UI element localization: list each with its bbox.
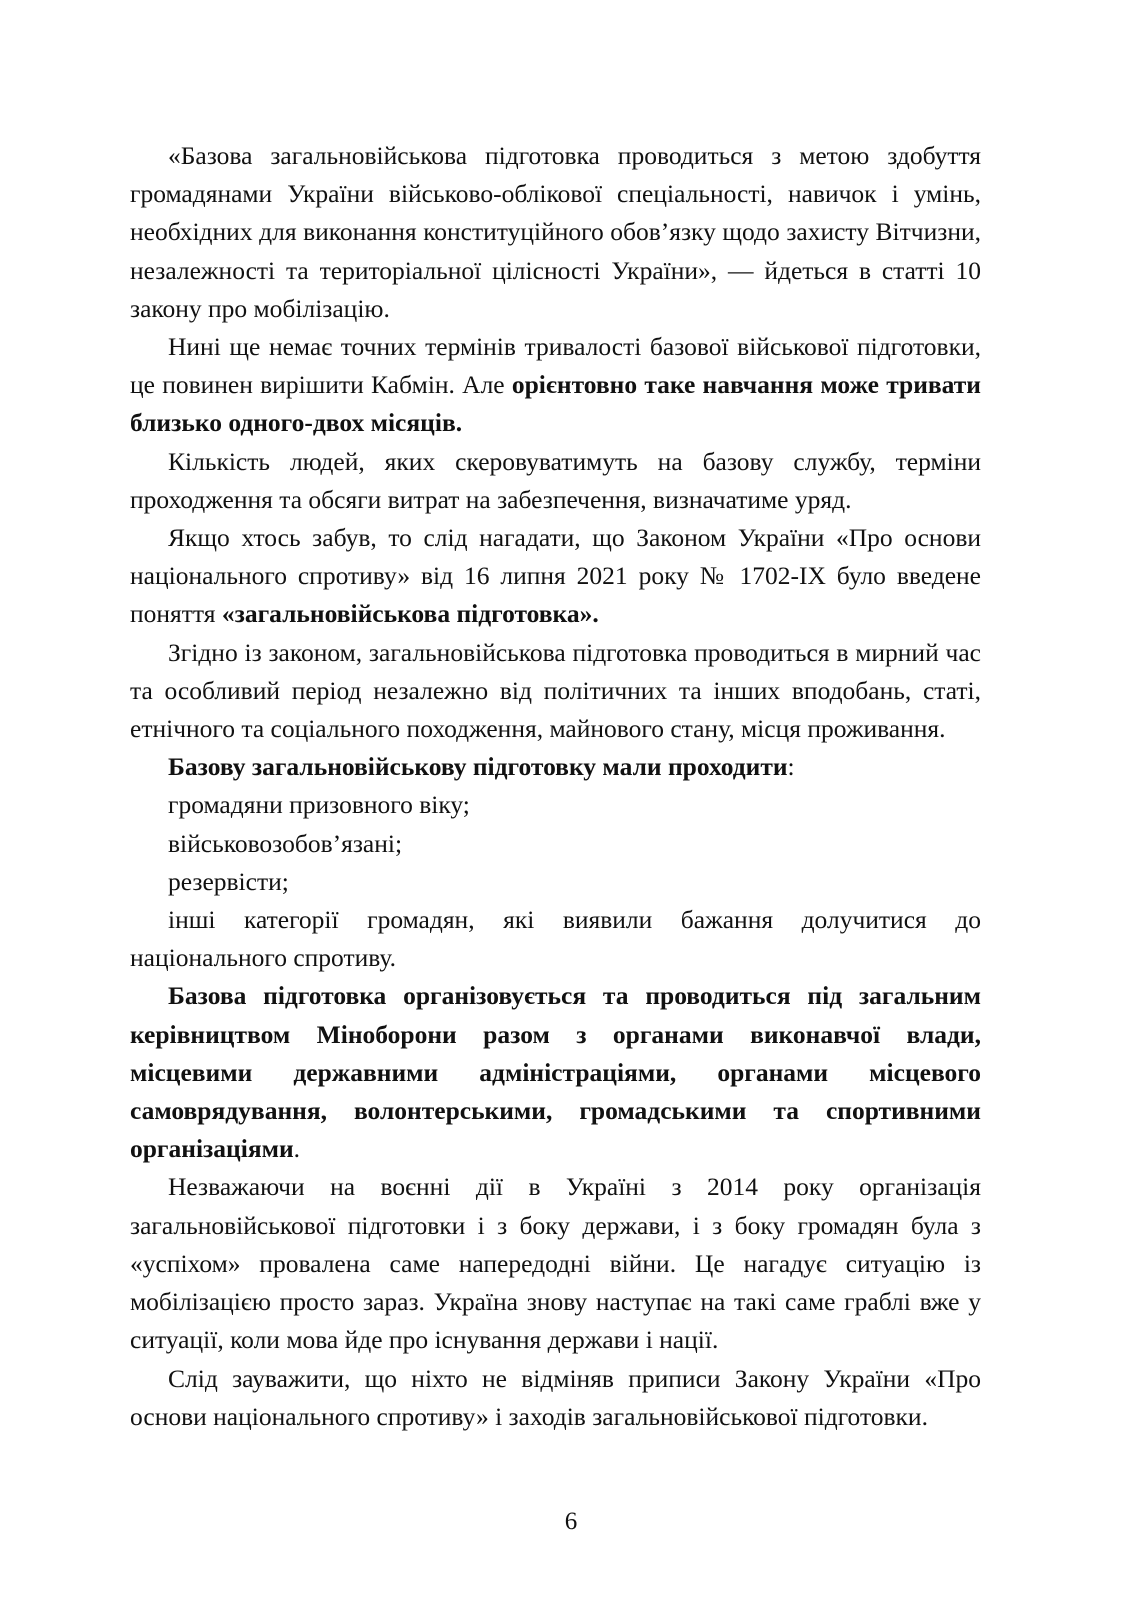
paragraph-organization (130, 977, 981, 1168)
list-item: громадяни призовного віку; (168, 790, 470, 820)
paragraph-note (130, 1360, 981, 1436)
list-item: інші категорії громадян, які виявили бажання долучитися до національного спротиву. (130, 905, 981, 973)
paragraph-text: Згідно із законом, загальновійськова підготовка проводиться в мирний час та особливий період незалежно від політичних та інших вподобань, статі, етнічного та соціального походження, майнового стану, місця проживання. (130, 637, 981, 744)
list-item: військовозобов’язані; (168, 828, 403, 858)
list-item: резервісти; (168, 866, 289, 896)
bold-text: Базову загальновійськову підготовку мали проходити (168, 752, 788, 782)
page-number: 6 (564, 1508, 578, 1535)
bold-text: Базова підготовка організовується та проводиться під загальним керівництвом Міноборони разом з органами виконавчої влади, місцевими державними адміністраціями, органами місцевого самоврядування, волонтерськими, громадськими та спортивними організаціями (130, 981, 981, 1164)
paragraph-text: «Базова загальновійськова підготовка проводиться з метою здобуття громадянами України військово-облікової спеціальності, навичок і умінь, необхідних для виконання конституційного обов’язку щодо захисту Вітчизни, незалежності та територіальної цілісності України», — йдеться в статті 10 закону про мобілізацію. (130, 141, 981, 323)
paragraph-text: : (787, 752, 795, 782)
paragraph-quote-article-10 (130, 137, 981, 328)
document-page (130, 137, 981, 1436)
paragraph-law-reference (130, 519, 981, 634)
paragraph-text: Слід зауважити, що ніхто не відміняв приписи Закону України «Про основи національного спротиву» і заходів загальновійськової підготовки. (130, 1363, 981, 1431)
paragraph-government-decides (130, 443, 981, 519)
paragraph-list-heading (130, 748, 981, 786)
paragraph-text: Якщо хтось забув, то слід нагадати, що Законом України «Про основи національного спротиву» від 16 липня 2021 року № 1702-IX було введене поняття (130, 523, 981, 629)
paragraph-text: . (293, 1134, 301, 1164)
paragraph-text: Кількість людей, яких скеровуватимуть на базову службу, терміни проходження та обсяги витрат на забезпечення, визначатиме уряд. (130, 446, 981, 514)
bold-text: орієнтовно таке навчання може тривати близько одного-двох місяців. (130, 370, 981, 438)
bold-text: «загальновійськова підготовка». (221, 599, 599, 629)
paragraph-text: Нині ще немає точних термінів тривалості базової військової підготовки, це повинен вирішити Кабмін. Але (130, 332, 981, 400)
paragraph-despite-war (130, 1168, 981, 1359)
paragraph-according-to-law (130, 634, 981, 749)
paragraph-text: Незважаючи на воєнні дії в Україні з 2014 року організація загальновійськової підготовки і з боку держави, і з боку громадян була з «успіхом» провалена саме напередодні війни. Це нагадує ситуацію із мобілізацією просто зараз. Україна знову наступає на такі саме граблі вже у ситуації, коли мова йде про існування держави і нації. (130, 1172, 981, 1355)
paragraph-training-duration (130, 328, 981, 443)
